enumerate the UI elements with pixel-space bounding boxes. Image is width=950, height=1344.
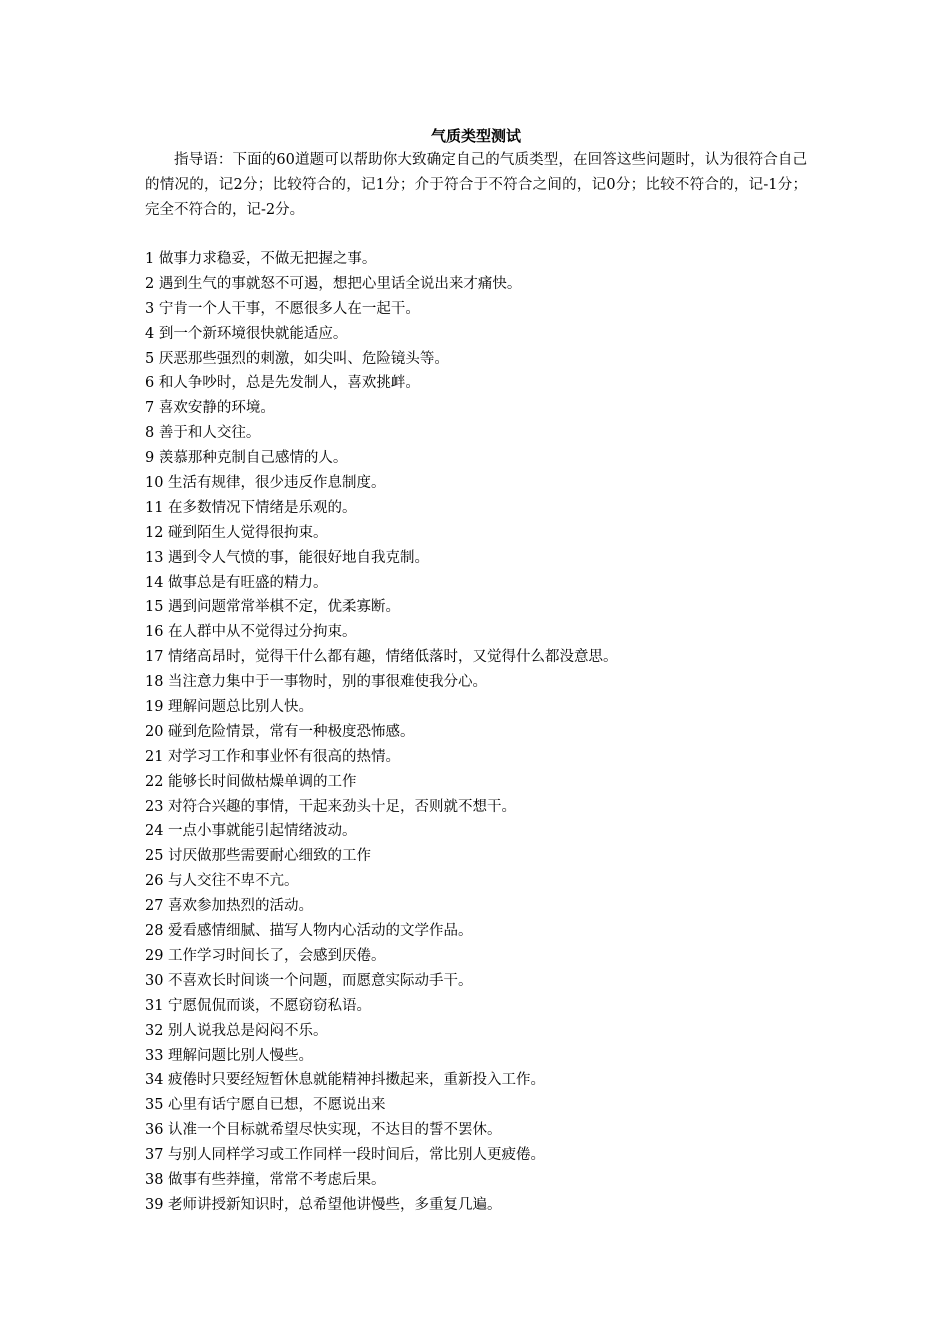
document-title: 气质类型测试	[430, 127, 521, 145]
question-item: 38 做事有些莽撞，常常不考虑后果。	[145, 1171, 386, 1188]
document-page	[145, 124, 807, 1218]
question-item: 22 能够长时间做枯燥单调的工作	[145, 773, 357, 790]
blank-line	[145, 223, 807, 247]
question-item: 3 宁肯一个人干事，不愿很多人在一起干。	[145, 300, 420, 317]
question-item: 34 疲倦时只要经短暂休息就能精神抖擞起来，重新投入工作。	[145, 1072, 546, 1089]
question-item: 33 理解问题比别人慢些。	[145, 1047, 314, 1064]
question-list	[145, 247, 807, 1218]
question-item: 5 厌恶那些强烈的刺激，如尖叫、危险镜头等。	[145, 350, 449, 367]
question-item: 24 一点小事就能引起情绪波动。	[145, 823, 357, 840]
question-item: 20 碰到危险情景，常有一种极度恐怖感。	[145, 723, 415, 740]
question-item: 10 生活有规律，很少违反作息制度。	[145, 475, 386, 492]
question-item: 25 讨厌做那些需要耐心细致的工作	[145, 848, 372, 865]
question-item: 35 心里有话宁愿自已想，不愿说出来	[145, 1097, 386, 1114]
question-item: 36 认准一个目标就希望尽快实现，不达目的誓不罢休。	[145, 1122, 502, 1139]
question-item: 29 工作学习时间长了，会感到厌倦。	[145, 947, 386, 964]
question-item: 19 理解问题总比别人快。	[145, 699, 314, 716]
question-item: 1 做事力求稳妥，不做无把握之事。	[145, 251, 377, 267]
question-item: 26 与人交往不卑不亢。	[145, 873, 299, 890]
question-item: 2 遇到生气的事就怒不可遏，想把心里话全说出来才痛快。	[145, 275, 522, 292]
question-item: 7 喜欢安静的环境。	[145, 400, 275, 417]
question-item: 21 对学习工作和事业怀有很高的热情。	[145, 748, 401, 765]
question-item: 8 善于和人交往。	[145, 425, 261, 442]
question-item: 27 喜欢参加热烈的活动。	[145, 898, 314, 915]
question-item: 30 不喜欢长时间谈一个问题，而愿意实际动手干。	[145, 972, 473, 989]
question-item: 39 老师讲授新知识时，总希望他讲慢些，多重复几遍。	[145, 1196, 502, 1213]
question-item: 9 羡慕那种克制自己感情的人。	[145, 450, 348, 467]
question-item: 12 碰到陌生人觉得很拘束。	[145, 524, 328, 541]
question-item: 28 爱看感情细腻、描写人物内心活动的文学作品。	[145, 923, 473, 940]
question-item: 14 做事总是有旺盛的精力。	[145, 574, 328, 591]
question-item: 18 当注意力集中于一事物时，别的事很难使我分心。	[145, 674, 488, 691]
question-item: 15 遇到问题常常举棋不定，优柔寡断。	[145, 599, 401, 616]
question-item: 17 情绪高昂时，觉得干什么都有趣，情绪低落时，又觉得什么都没意思。	[145, 649, 618, 666]
question-item: 13 遇到令人气愤的事，能很好地自我克制。	[145, 549, 430, 566]
question-item: 23 对符合兴趣的事情，干起来劲头十足，否则就不想干。	[145, 798, 517, 815]
question-item: 4 到一个新环境很快就能适应。	[145, 325, 348, 342]
instructions-paragraph: 指导语：下面的60道题可以帮助你大致确定自己的气质类型，在回答这些问题时，认为很符合自己的情况的，记2分；比较符合的，记1分；介于符合于不符合之间的，记0分；比较不符合的，记-1分；完全不符合的，记-2分。	[145, 152, 807, 218]
question-item: 37 与别人同样学习或工作同样一段时间后，常比别人更疲倦。	[145, 1147, 546, 1164]
question-item: 32 别人说我总是闷闷不乐。	[145, 1022, 328, 1039]
question-item: 16 在人群中从不觉得过分拘束。	[145, 624, 357, 641]
question-item: 31 宁愿侃侃而谈，不愿窃窃私语。	[145, 997, 372, 1014]
question-item: 11 在多数情况下情绪是乐观的。	[145, 499, 357, 516]
question-item: 6 和人争吵时，总是先发制人，喜欢挑衅。	[145, 375, 420, 392]
